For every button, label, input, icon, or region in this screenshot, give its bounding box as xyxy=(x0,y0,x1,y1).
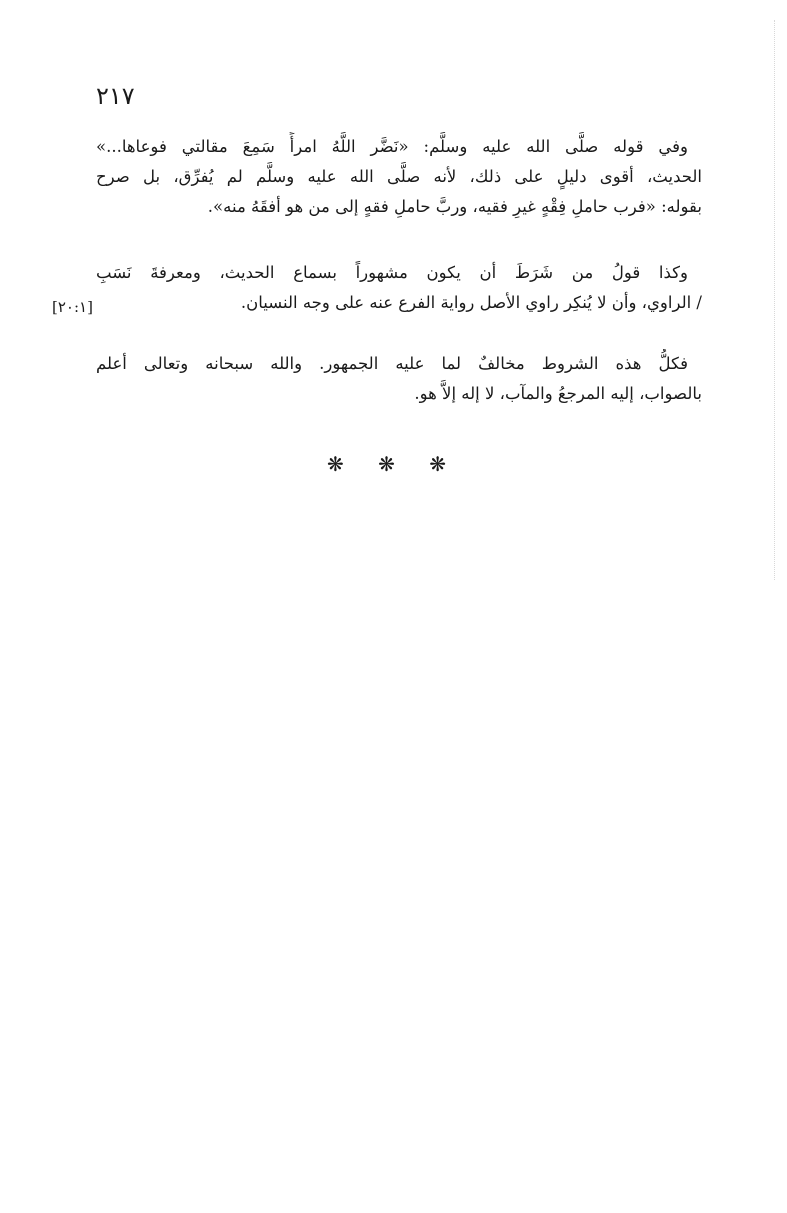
paragraph-1 xyxy=(96,132,702,222)
text-line: وكذا قولُ من شَرَطَ أن يكون مشهوراً بسماع الحديث، ومعرفةَ نَسَبِ xyxy=(96,263,688,282)
text-line: الحديث، أقوى دليلٍ على ذلك، لأنه صلَّى الله عليه وسلَّم لم يُفرِّق، بل صرح xyxy=(96,167,702,186)
margin-marker: [٢٠:١] xyxy=(52,298,93,316)
text-line: وفي قوله صلَّى الله عليه وسلَّم: «نَضَّر اللَّهُ امرأً سَمِعَ مقالتي فوعاها...» xyxy=(96,137,688,156)
text-line: / الراوي، وأن لا يُنكِر راوي الأصل رواية الفرع عنه على وجه النسيان. xyxy=(240,293,702,312)
text-line: بقوله: «فرب حاملِ فِقْهٍ غيرِ فقيه، وربَّ حاملِ فقهٍ إلى من هو أفقَهُ منه». xyxy=(207,197,702,216)
text-line: فكلُّ هذه الشروط مخالفٌ لما عليه الجمهور. والله سبحانه وتعالى أعلم xyxy=(96,354,688,373)
paragraph-2 xyxy=(96,258,702,318)
page-edge-line xyxy=(774,20,775,580)
section-end-ornament: ❋ ❋ ❋ xyxy=(327,452,460,476)
page-number: ٢١٧ xyxy=(96,82,135,110)
paragraph-3 xyxy=(96,349,702,409)
text-line: بالصواب، إليه المرجعُ والمآب، لا إله إلاَّ هو. xyxy=(414,384,702,403)
